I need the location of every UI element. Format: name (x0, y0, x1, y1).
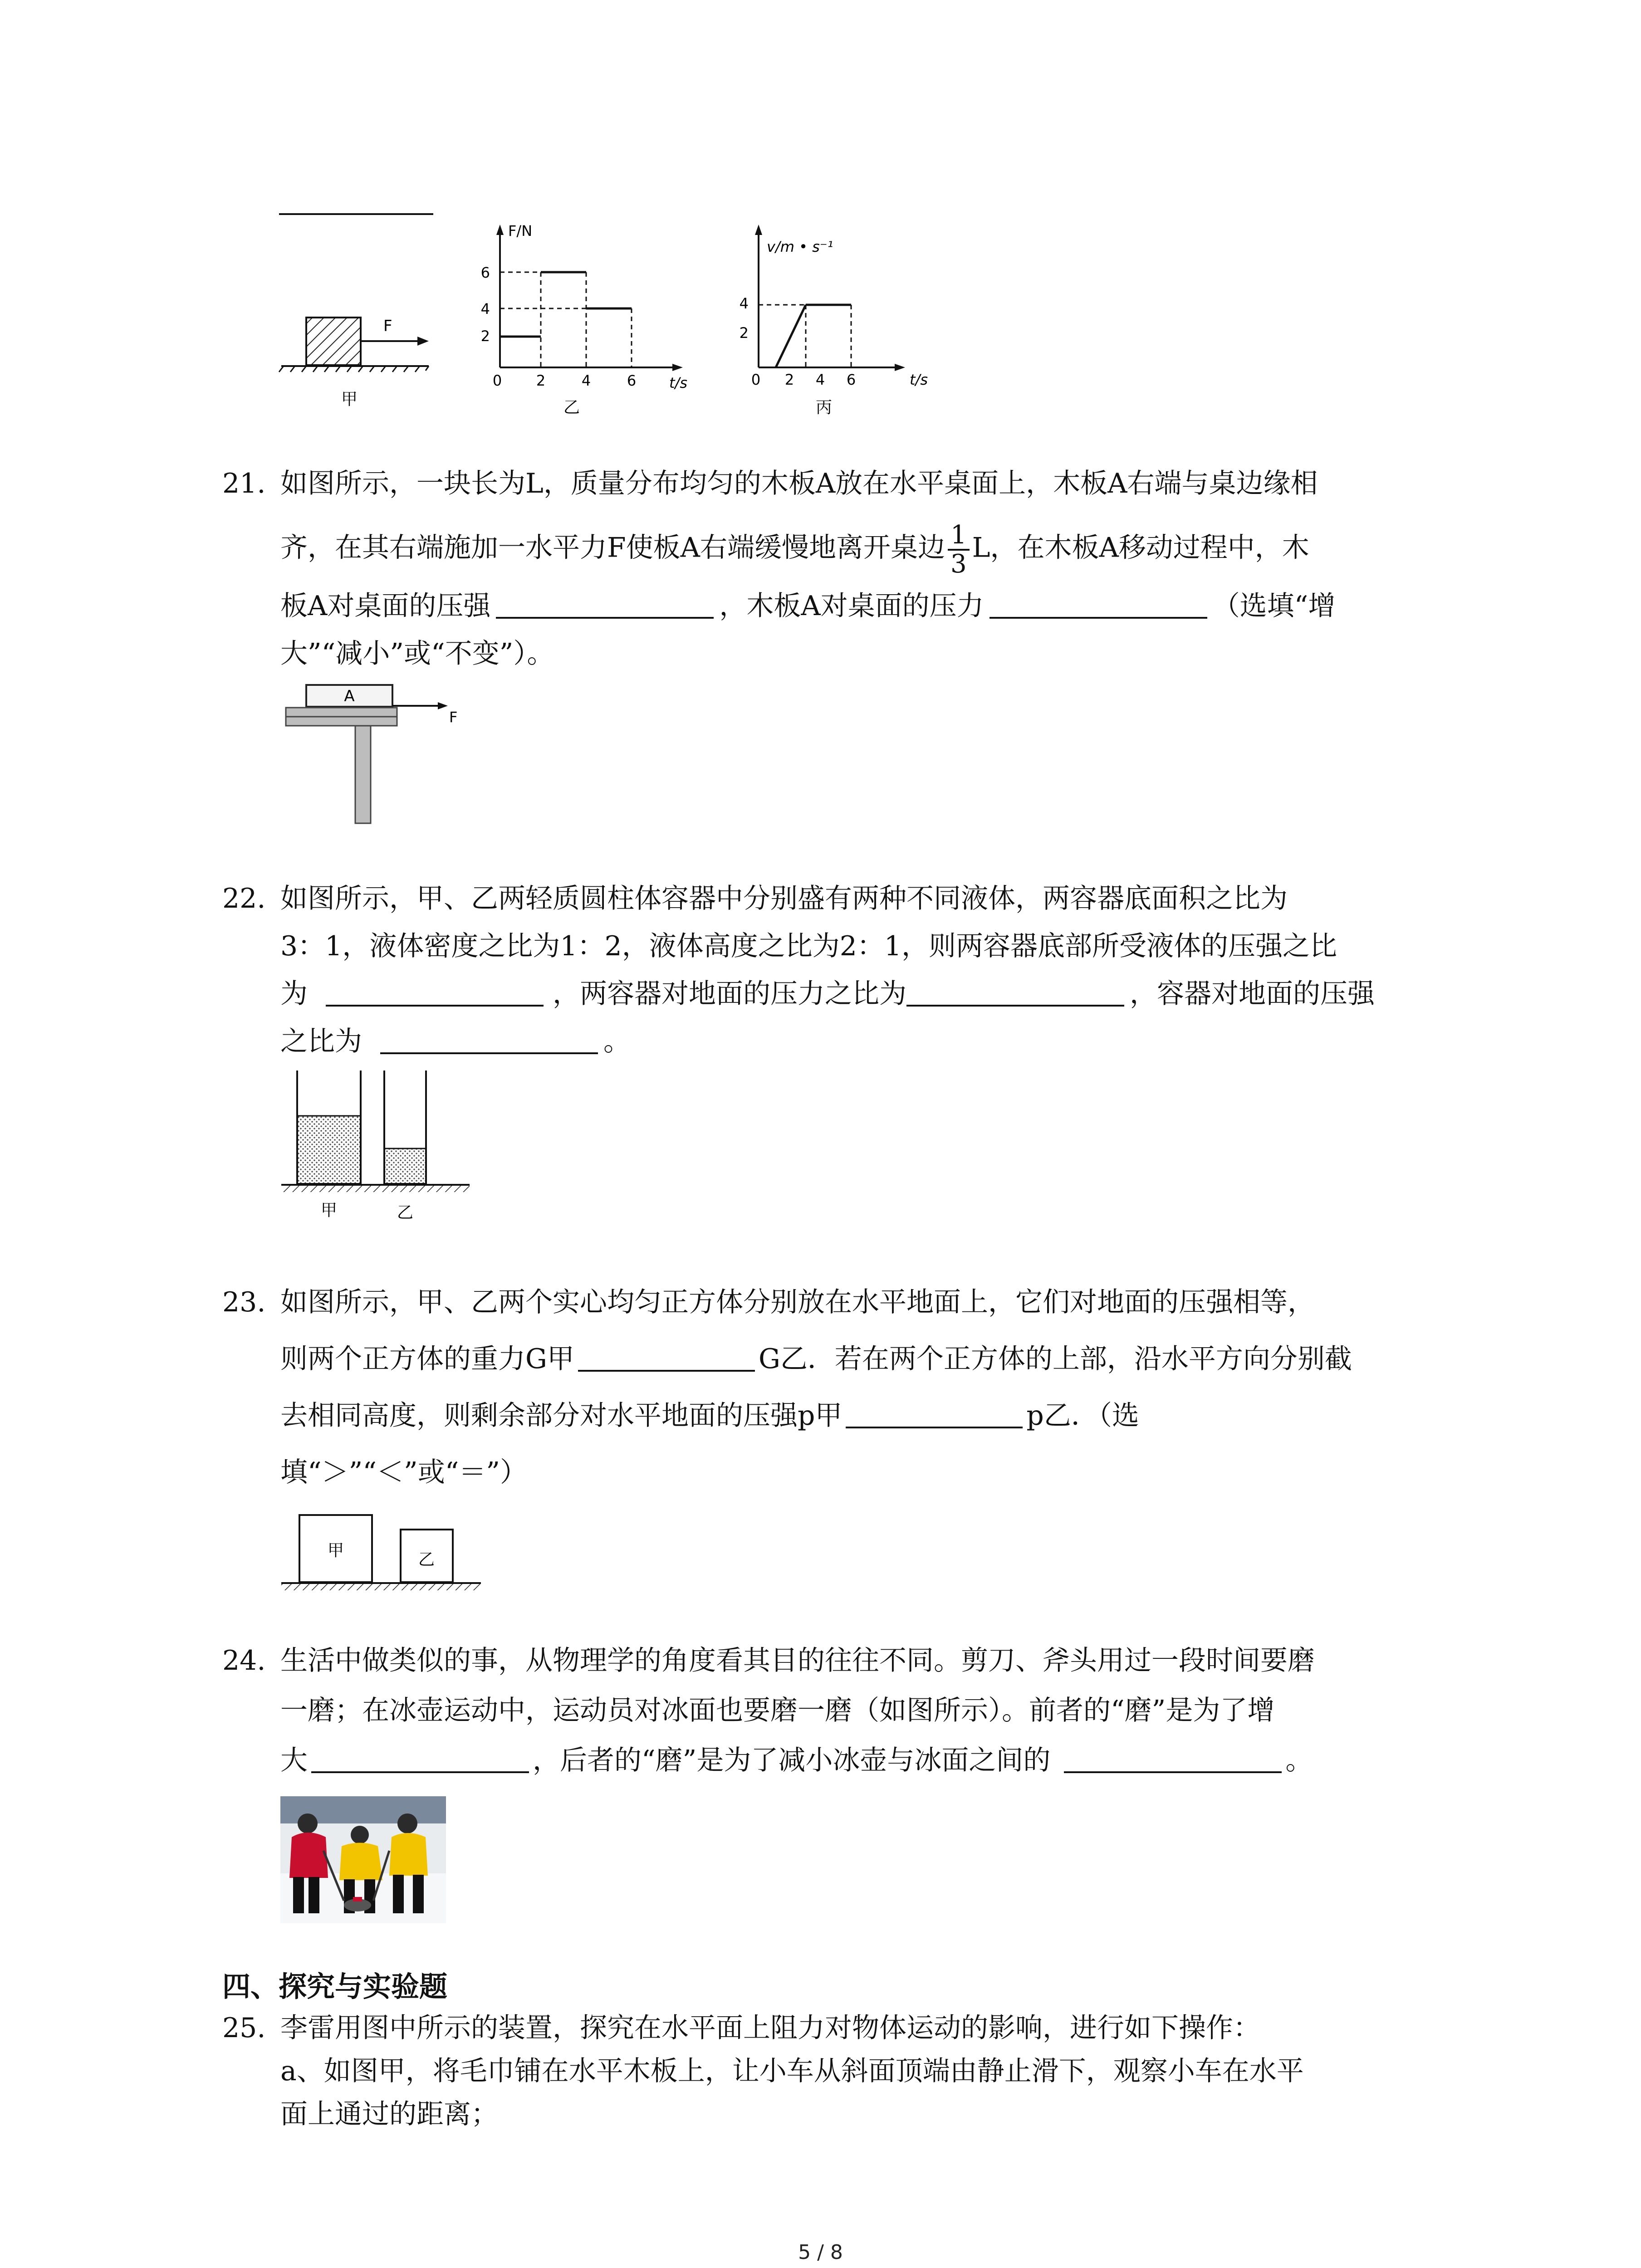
hatched-block (306, 318, 361, 365)
question-text: 大”“减小”或“不变”）。 (280, 638, 554, 670)
question-number: 25. (222, 2012, 266, 2044)
text-span: 则两个正方体的重力G甲 (280, 1343, 574, 1375)
question-text (280, 522, 1309, 578)
question-number: 22. (222, 883, 266, 914)
answer-blank[interactable] (326, 979, 544, 1007)
text-span: 之比为 (280, 1026, 362, 1057)
question-text: 如图所示，一块长为L，质量分布均匀的木板A放在水平桌面上，木板A右端与桌边缘相 (280, 468, 1318, 499)
text-span: 。 (1285, 1745, 1313, 1776)
svg-text:v/m • s⁻¹: v/m • s⁻¹ (767, 238, 833, 255)
svg-text:甲: 甲 (320, 1201, 338, 1220)
text-span: ，木板A对桌面的压力 (719, 590, 984, 622)
figure-caption: 甲 (341, 390, 358, 409)
figure-two-containers (279, 1070, 479, 1234)
force-label: F (383, 317, 392, 335)
text-span: G乙．若在两个正方体的上部，沿水平方向分别截 (758, 1343, 1352, 1375)
svg-text:6: 6 (480, 264, 490, 281)
text-span: L，在木板A移动过程中，木 (972, 532, 1309, 564)
svg-text:甲: 甲 (327, 1541, 344, 1560)
svg-text:F: F (449, 709, 458, 726)
text-span: ，容器对地面的压强 (1130, 978, 1375, 1010)
question-text: 3：1，液体密度之比为1：2，液体高度之比为2：1，则两容器底部所受液体的压强之比 (280, 930, 1337, 962)
page-number: 5 / 8 (798, 2241, 843, 2264)
svg-text:2: 2 (784, 371, 794, 388)
question-number: 21. (222, 468, 266, 499)
question-text: 李雷用图中所示的装置，探究在水平面上阻力对物体运动的影响，进行如下操作： (280, 2012, 1260, 2044)
answer-blank[interactable] (578, 1344, 755, 1372)
figure-yi-force-time-graph (467, 218, 703, 422)
svg-text:4: 4 (815, 371, 825, 388)
svg-text:乙: 乙 (563, 398, 580, 417)
fraction (948, 522, 970, 578)
top-answer-line (279, 213, 433, 215)
question-text: 如图所示，甲、乙两个实心均匀正方体分别放在水平地面上，它们对地面的压强相等， (280, 1286, 1315, 1318)
curling-photo (280, 1796, 446, 1923)
svg-text:A: A (344, 687, 355, 705)
answer-blank[interactable] (1064, 1746, 1282, 1773)
text-span: 为 (280, 978, 308, 1010)
answer-blank[interactable] (846, 1401, 1023, 1428)
figure-two-cubes (279, 1506, 492, 1601)
svg-text:2: 2 (536, 372, 546, 389)
svg-text:0: 0 (751, 371, 761, 388)
svg-text:4: 4 (581, 372, 591, 389)
question-text: 一磨；在冰壶运动中，运动员对冰面也要磨一磨（如图所示）。前者的“磨”是为了增 (280, 1695, 1275, 1726)
text-span: 板A对桌面的压强 (280, 590, 491, 622)
svg-text:0: 0 (492, 372, 502, 389)
question-text (280, 1399, 1139, 1432)
svg-text:2: 2 (739, 324, 749, 342)
svg-text:6: 6 (846, 371, 856, 388)
question-text (280, 1025, 631, 1058)
svg-text:6: 6 (627, 372, 637, 389)
section-heading: 四、探究与实验题 (222, 1970, 448, 2003)
answer-blank[interactable] (311, 1746, 529, 1773)
fraction-denominator: 3 (950, 549, 967, 579)
svg-text:F/N: F/N (508, 222, 533, 240)
text-span: 。 (603, 1026, 631, 1057)
svg-text:4: 4 (739, 295, 749, 312)
question-text: 生活中做类似的事，从物理学的角度看其目的往往不同。剪刀、斧头用过一段时间要磨 (280, 1645, 1315, 1677)
question-text: 面上通过的距离； (280, 2098, 498, 2130)
figure-board-on-table (279, 680, 488, 826)
text-span: 去相同高度，则剩余部分对水平地面的压强p甲 (280, 1400, 843, 1432)
text-span: 大 (280, 1745, 308, 1776)
svg-text:4: 4 (480, 300, 490, 318)
svg-text:t/s: t/s (910, 371, 928, 388)
svg-text:丙: 丙 (815, 398, 833, 417)
fraction-numerator: 1 (948, 522, 970, 551)
figure-bing-velocity-time-graph (726, 218, 971, 422)
svg-text:乙: 乙 (397, 1203, 414, 1222)
question-text: 填“＞”“＜”或“＝”） (280, 1457, 528, 1488)
svg-text:2: 2 (480, 327, 490, 345)
question-text (280, 1343, 1352, 1375)
text-span: （选填“增 (1212, 590, 1336, 622)
question-text: 如图所示，甲、乙两轻质圆柱体容器中分别盛有两种不同液体，两容器底面积之比为 (280, 883, 1288, 914)
text-span: ，两容器对地面的压力之比为 (553, 978, 906, 1010)
figure-jia-block (272, 299, 436, 413)
svg-text:t/s: t/s (669, 374, 687, 391)
answer-blank[interactable] (906, 979, 1124, 1007)
answer-blank[interactable] (989, 591, 1207, 619)
text-span: 齐，在其右端施加一水平力F使板A右端缓慢地离开桌边 (280, 532, 945, 564)
answer-blank[interactable] (380, 1027, 598, 1054)
svg-text:乙: 乙 (418, 1550, 435, 1569)
question-text (280, 978, 1375, 1010)
question-text (280, 1744, 1313, 1777)
text-span: ，后者的“磨”是为了减小冰壶与冰面之间的 (533, 1745, 1051, 1776)
text-span: p乙．（选 (1026, 1400, 1139, 1432)
question-text: a、如图甲，将毛巾铺在水平木板上，让小车从斜面顶端由静止滑下，观察小车在水平 (280, 2055, 1304, 2087)
answer-blank[interactable] (496, 591, 714, 619)
question-number: 23. (222, 1286, 266, 1318)
question-number: 24. (222, 1645, 266, 1677)
question-text (280, 590, 1335, 622)
